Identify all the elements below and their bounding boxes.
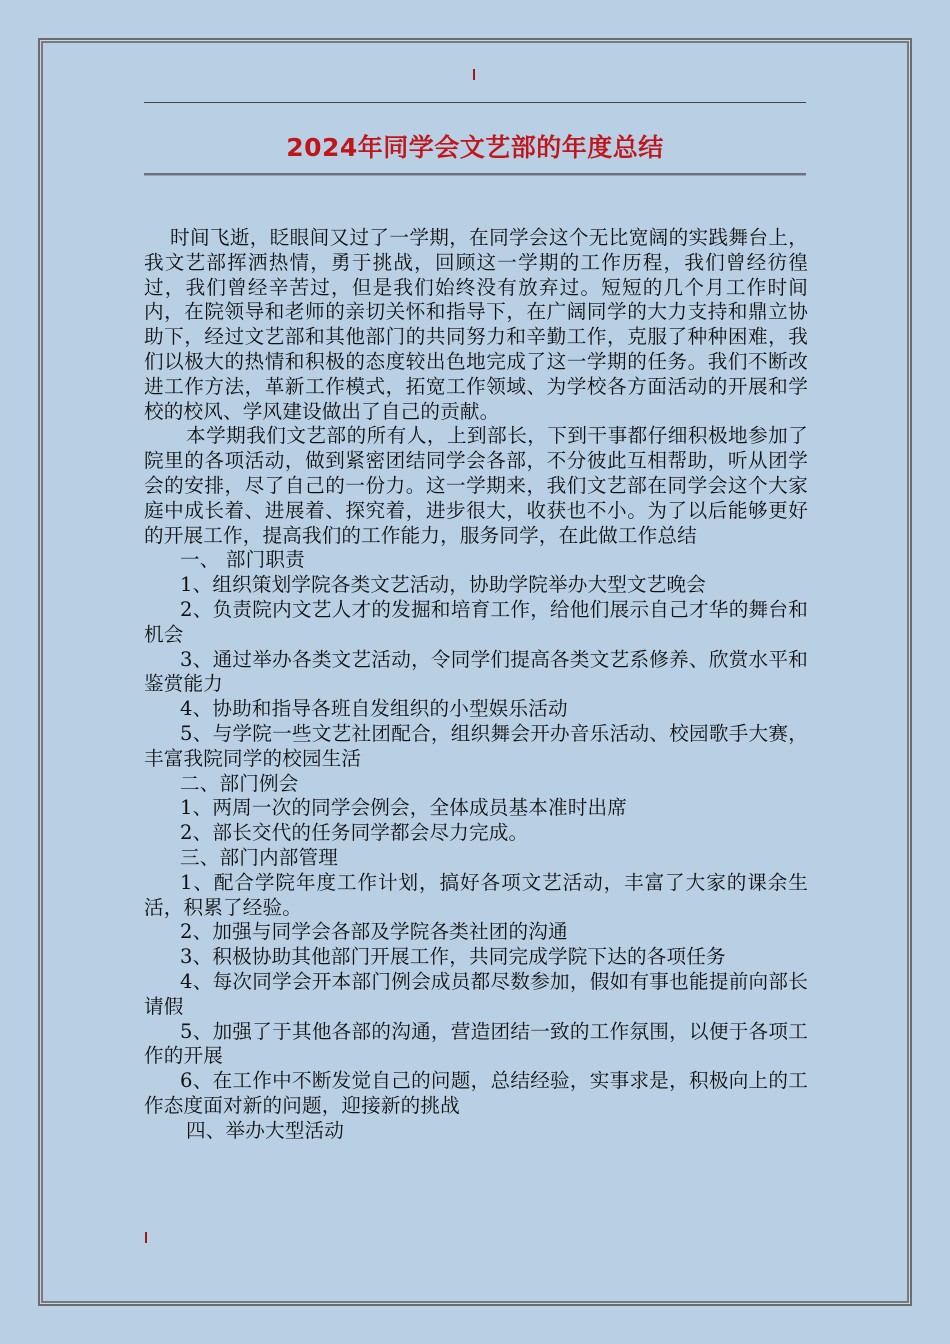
header-rule (144, 102, 806, 103)
list-item: 5、加强了于其他各部的沟通，营造团结一致的工作氛围，以便于各项工作的开展 (144, 1019, 808, 1068)
top-cursor-mark (473, 69, 475, 80)
paragraph: 时间飞逝，眨眼间又过了一学期，在同学会这个无比宽阔的实践舞台上，我文艺部挥洒热情，勇于挑战，回顾这一学期的工作历程，我们曾经彷徨过，我们曾经辛苦过，但是我们始终没有放弃过。短短的几个月工作时间内，在院领导和老师的亲切关怀和指导下，在广阔同学的大力支持和鼎立协助下，经过文艺部和其他部门的共同努力和辛勤工作，克服了种种困难，我们以极大的热情和积极的态度较出色地完成了这一学期的任务。我们不断改进工作方法，革新工作模式，拓宽工作领域、为学校各方面活动的开展和学校的校风、学风建设做出了自己的贡献。 (144, 226, 808, 423)
section-heading: 二、部门例会 (180, 771, 299, 795)
section-heading: 三、部门内部管理 (180, 845, 338, 869)
document-body (144, 226, 808, 1143)
list-item: 1、两周一次的同学会例会，全体成员基本准时出席 (180, 796, 627, 820)
list-item: 3、通过举办各类文艺活动，令同学们提高各类文艺系修养、欣赏水平和鉴赏能力 (144, 647, 808, 696)
list-item: 4、协助和指导各班自发组织的小型娱乐活动 (180, 697, 568, 721)
list-item: 2、部长交代的任务同学都会尽力完成。 (180, 821, 529, 845)
list-item: 3、积极协助其他部门开展工作，共同完成学院下达的各项任务 (180, 945, 726, 969)
list-item: 1、配合学院年度工作计划，搞好各项文艺活动，丰富了大家的课余生活，积累了经验。 (144, 870, 808, 919)
list-item: 6、在工作中不断发觉自己的问题，总结经验，实事求是，积极向上的工作态度面对新的问题，迎接新的挑战 (144, 1069, 808, 1117)
section-heading: 一、 部门职责 (180, 548, 305, 572)
section-heading: 四、举办大型活动 (186, 1118, 344, 1142)
list-item: 5、与学院一些文艺社团配合，组织舞会开办音乐活动、校园歌手大赛，丰富我院同学的校园生活 (144, 721, 808, 770)
paragraph: 本学期我们文艺部的所有人，上到部长，下到干事都仔细积极地参加了院里的各项活动，做到紧密团结同学会各部，不分彼此互相帮助，听从团学会的安排，尽了自己的一份力。这一学期来，我们文艺部在同学会这个大家庭中成长着、进展着、探究着，进步很大，收获也不小。为了以后能够更好的开展工作，提高我们的工作能力，服务同学，在此做工作总结 (144, 424, 808, 547)
list-item: 1、组织策划学院各类文艺活动，协助学院举办大型文艺晚会 (180, 573, 706, 597)
list-item: 4、每次同学会开本部门例会成员都尽数参加，假如有事也能提前向部长请假 (144, 969, 808, 1018)
list-item: 2、负责院内文艺人才的发掘和培育工作，给他们展示自己才华的舞台和机会 (144, 597, 808, 646)
list-item: 2、加强与同学会各部及学院各类社团的沟通 (180, 920, 568, 944)
document-title: 2024年同学会文艺部的年度总结 (286, 133, 664, 162)
bottom-cursor-mark (145, 1232, 147, 1243)
title-underline (144, 173, 806, 175)
